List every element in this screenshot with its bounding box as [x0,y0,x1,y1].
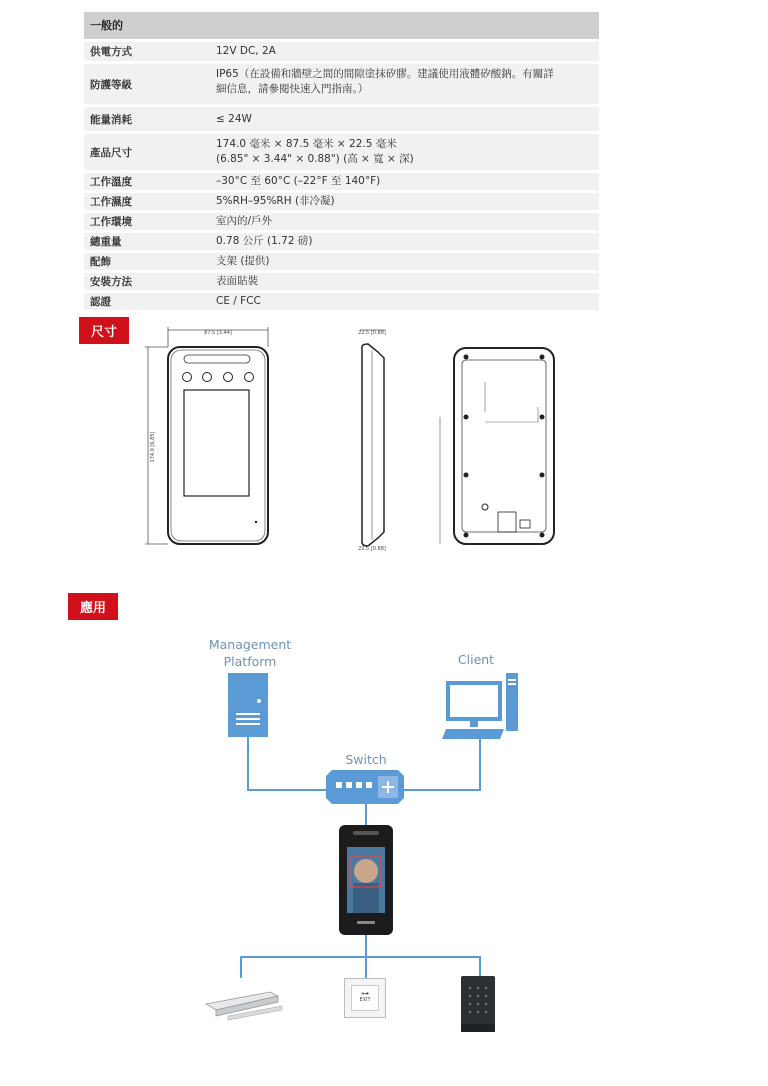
spec-row [84,193,599,210]
spec-value-line: 174.0 毫米 × 87.5 毫米 × 22.5 毫米 [216,138,397,150]
server-icon [228,673,268,737]
dimension-drawing [140,322,580,552]
exit-button-device [344,978,386,1018]
front-view-device [168,347,268,544]
width-dimension-label: 87.5 [3.44] [204,330,232,336]
spec-key: 防護等級 [90,78,132,91]
side-view-device [358,330,386,552]
spec-value: 5%RH–95%RH (非冷凝) [216,195,335,207]
spec-key: 總重量 [90,236,122,248]
card-reader-icon [461,976,495,1032]
spec-value: 支架 (提供) [216,255,270,267]
spec-value: CE / FCC [216,295,261,307]
spec-value: 12V DC, 2A [216,45,276,57]
connector-line [247,736,249,790]
height-dimension-label: 174.0 [6.85] [150,431,156,463]
connector-line [240,956,242,978]
key-icon: ⊶ [361,989,369,998]
spec-key: 認證 [90,296,111,308]
spec-row [84,213,599,230]
spec-row [84,134,599,170]
spec-row [84,64,599,104]
switch-label: Switch [345,752,387,767]
spec-value: –30°C 至 60°C (–22°F 至 140°F) [216,175,381,187]
connector-line [240,956,480,958]
spec-value [210,64,599,104]
spec-row [84,233,599,250]
connector-line [479,736,481,791]
application-section-title: 應用 [68,593,118,620]
connector-line [247,789,333,791]
spec-row [84,293,599,310]
spec-key: 工作溫度 [90,176,132,188]
computer-icon [442,673,518,739]
spec-value-line: 細信息，請參閱快速入門指南。） [216,83,369,95]
spec-key: 產品尺寸 [90,146,132,159]
spec-value [210,134,599,170]
spec-header: 一般的 [84,12,599,39]
connector-line [365,933,367,957]
spec-value: 室內的/戶外 [216,215,273,227]
depth-dimension-label-bottom: 22.5 [0.88] [358,546,386,552]
connector-line [479,956,481,978]
spec-row [84,173,599,190]
spec-value-line: IP65（在設備和牆壁之間的間隙塗抹矽膠。建議使用液體矽酸鈉。有關詳 [216,68,554,80]
spec-row [84,107,599,131]
spec-key: 供電方式 [90,46,132,58]
spec-value: 表面貼裝 [216,275,258,287]
spec-row [84,273,599,290]
connector-line [365,803,367,825]
spec-table [84,12,599,313]
connector-line [365,956,367,978]
magnetic-lock-icon [204,990,284,1022]
spec-value-line: (6.85" × 3.44" × 0.88") (高 × 寬 × 深) [216,153,414,165]
spec-key: 能量消耗 [90,113,132,126]
exit-button-label: EXIT [359,997,371,1003]
depth-dimension-label: 22.5 [0.88] [358,330,386,336]
back-view-device [440,348,554,544]
client-label: Client [457,652,495,667]
network-switch-icon [326,770,404,804]
face-recognition-terminal-icon [339,825,393,935]
spec-value: 0.78 公斤 (1.72 磅) [216,235,313,247]
spec-key: 工作濕度 [90,196,132,208]
spec-row [84,42,599,61]
management-platform-label [196,636,304,670]
dimensions-section-title: 尺寸 [79,317,129,344]
spec-key: 工作環境 [90,216,132,228]
spec-key: 配飾 [90,256,111,268]
management-label-line: Management [208,637,292,652]
management-label-line: Platform [223,654,277,669]
spec-value: ≤ 24W [216,112,252,125]
connector-line [404,789,480,791]
spec-key: 安裝方法 [90,276,132,288]
spec-row [84,253,599,270]
